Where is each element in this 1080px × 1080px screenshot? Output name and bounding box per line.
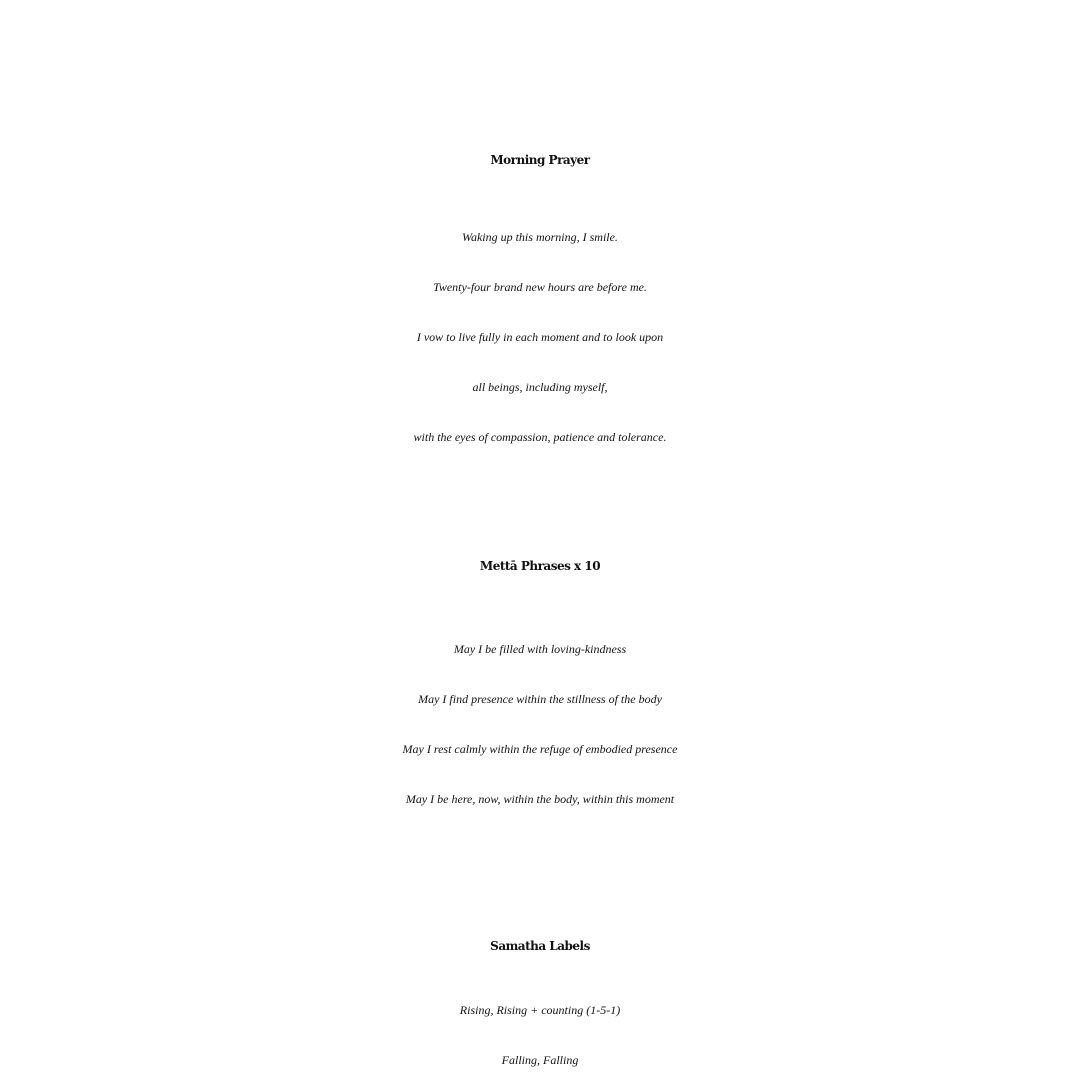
morning-prayer-line: Waking up this morning, I smile. [462,230,618,244]
metta-phrase-line: May I be here, now, within the body, within this moment [405,792,675,806]
metta-phrases-text [0,624,1080,824]
morning-prayer-text [0,212,1080,462]
metta-phrases-title: Mettā Phrases x 10 [479,559,601,573]
samatha-labels-title: Samatha Labels [490,939,590,953]
samatha-label-line: Rising, Rising + counting (1-5-1) [459,1003,621,1017]
metta-phrases-section [0,540,1080,824]
morning-prayer-line: I vow to live fully in each moment and to look upon [416,330,664,344]
samatha-labels-section [0,920,1080,1080]
metta-phrase-line: May I rest calmly within the refuge of embodied presence [402,742,678,756]
samatha-labels-text [0,985,1080,1080]
samatha-label-line: Falling, Falling [501,1053,579,1067]
metta-phrase-line: May I be filled with loving-kindness [453,642,627,656]
morning-prayer-line: with the eyes of compassion, patience and tolerance. [413,430,667,444]
morning-prayer-line: all beings, including myself, [472,380,608,394]
morning-prayer-section [0,134,1080,462]
metta-phrase-line: May I find presence within the stillness of the body [418,692,662,706]
morning-prayer-line: Twenty-four brand new hours are before me. [433,280,647,294]
morning-prayer-title: Morning Prayer [490,153,590,167]
